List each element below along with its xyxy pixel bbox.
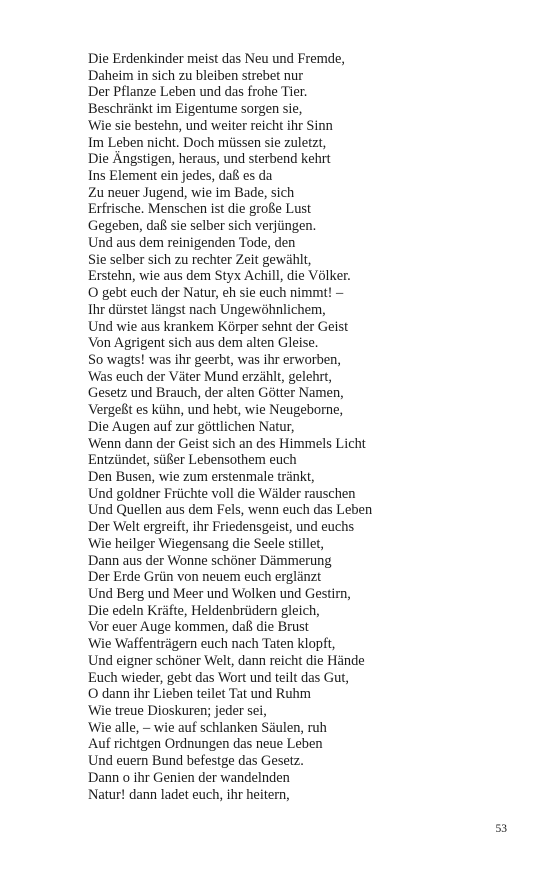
poem-line: Dann o ihr Genien der wandelnden (88, 769, 290, 786)
poem-line: Und eigner schöner Welt, dann reicht die Hände (88, 652, 365, 669)
poem-line: Und euern Bund befestge das Gesetz. (88, 753, 304, 770)
poem-line: Den Busen, wie zum erstenmale tränkt, (88, 468, 315, 485)
poem-line: Im Leben nicht. Doch müssen sie zuletzt, (88, 134, 327, 151)
page-number: 53 (495, 823, 507, 835)
poem-line: Der Welt ergreift, ihr Friedensgeist, und euchs (88, 519, 355, 536)
poem-text (88, 51, 372, 803)
poem-line: Beschränkt im Eigentume sorgen sie, (88, 101, 303, 118)
poem-line: So wagts! was ihr geerbt, was ihr erworben, (88, 351, 341, 368)
poem-line: Dann aus der Wonne schöner Dämmerung (88, 552, 332, 569)
poem-line: Ihr dürstet längst nach Ungewöhnlichem, (88, 301, 326, 318)
poem-line: Und wie aus krankem Körper sehnt der Geist (88, 318, 349, 335)
poem-line: Daheim in sich zu bleiben strebet nur (88, 67, 303, 84)
poem-line: Die Augen auf zur göttlichen Natur, (88, 418, 295, 435)
poem-line: Natur! dann ladet euch, ihr heitern, (88, 786, 290, 803)
poem-line: Erfrische. Menschen ist die große Lust (88, 201, 311, 218)
poem-line: Gegeben, daß sie selber sich verjüngen. (88, 218, 317, 235)
poem-line: Gesetz und Brauch, der alten Götter Namen, (88, 385, 344, 402)
poem-line: Wenn dann der Geist sich an des Himmels Licht (88, 435, 366, 452)
poem-line: Euch wieder, gebt das Wort und teilt das Gut, (88, 669, 349, 686)
poem-line: Die Erdenkinder meist das Neu und Fremde, (88, 51, 345, 67)
poem-line: Entzündet, süßer Lebensothem euch (88, 452, 297, 469)
poem-line: O gebt euch der Natur, eh sie euch nimmt! – (88, 285, 344, 302)
poem-line: O dann ihr Lieben teilet Tat und Ruhm (88, 686, 311, 703)
poem-line: Sie selber sich zu rechter Zeit gewählt, (88, 251, 312, 268)
poem-line: Von Agrigent sich aus dem alten Gleise. (88, 335, 319, 352)
poem-line: Ins Element ein jedes, daß es da (88, 168, 273, 185)
poem-line: Erstehn, wie aus dem Styx Achill, die Völker. (88, 268, 351, 285)
poem-line: Zu neuer Jugend, wie im Bade, sich (88, 184, 295, 201)
poem-line: Wie treue Dioskuren; jeder sei, (88, 703, 267, 720)
poem-line: Vergeßt es kühn, und hebt, wie Neugeborne, (88, 402, 344, 419)
poem-line: Wie Waffenträgern euch nach Taten klopft, (88, 636, 336, 653)
poem-line: Die edeln Kräfte, Heldenbrüdern gleich, (88, 602, 320, 619)
poem-line: Was euch der Väter Mund erzählt, gelehrt, (88, 368, 332, 385)
poem-line: Die Ängstigen, heraus, und sterbend kehrt (88, 151, 331, 168)
poem-line: Und Quellen aus dem Fels, wenn euch das Leben (88, 502, 373, 519)
poem-line: Wie heilger Wiegensang die Seele stillet, (88, 535, 324, 552)
poem-line: Vor euer Auge kommen, daß die Brust (88, 619, 309, 636)
poem-line: Der Erde Grün von neuem euch erglänzt (88, 569, 322, 586)
poem-line: Wie alle, – wie auf schlanken Säulen, ruh (88, 719, 327, 736)
poem-line: Und aus dem reinigenden Tode, den (88, 234, 296, 251)
poem-line: Wie sie bestehn, und weiter reicht ihr Sinn (88, 117, 333, 134)
poem-line: Und Berg und Meer und Wolken und Gestirn, (88, 586, 351, 602)
poem-line: Auf richtgen Ordnungen das neue Leben (88, 736, 323, 753)
poem-line: Der Pflanze Leben und das frohe Tier. (88, 84, 308, 101)
poem-line: Und goldner Früchte voll die Wälder rauschen (88, 485, 356, 502)
